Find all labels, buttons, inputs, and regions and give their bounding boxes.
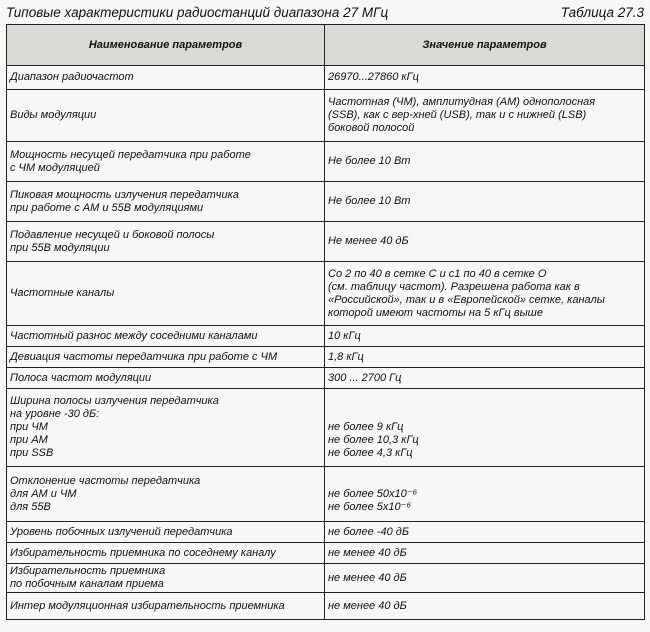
param-value-line: «Российской», так и в «Европейской» сетке, каналы bbox=[328, 293, 605, 306]
param-value-cell bbox=[325, 389, 645, 467]
param-value-cell bbox=[325, 467, 645, 522]
param-value-line: (см. таблицу частот). Разрешена работа как в bbox=[328, 280, 580, 293]
param-name-line: Избирательность приемника bbox=[10, 565, 166, 577]
param-value-line: не более -40 дБ bbox=[328, 525, 409, 538]
param-name-line: при работе с АМ и 55В модуляциями bbox=[10, 201, 204, 214]
param-name-cell bbox=[7, 564, 325, 593]
param-value-cell bbox=[325, 326, 645, 347]
param-name-line: по побочным каналам приема bbox=[10, 578, 164, 590]
table-row bbox=[7, 368, 645, 389]
param-name-line: Уровень побочных излучений передатчика bbox=[10, 525, 233, 538]
param-name-line: при АМ bbox=[10, 434, 48, 446]
param-value-line: 10 кГц bbox=[328, 329, 361, 342]
param-name-cell bbox=[7, 142, 325, 182]
param-name-line: Мощность несущей передатчика при работе bbox=[10, 148, 251, 161]
param-value-line: Не более 10 Вт bbox=[328, 195, 411, 207]
param-value-line: Не более 10 Вт bbox=[328, 155, 411, 167]
param-name-line: при SSB bbox=[10, 447, 54, 459]
param-name-line: для 55В bbox=[10, 500, 51, 513]
param-name-cell bbox=[7, 543, 325, 564]
param-name-cell bbox=[7, 262, 325, 326]
param-value-cell bbox=[325, 347, 645, 368]
param-name-line: Виды модуляции bbox=[10, 109, 97, 121]
param-value-line: которой имеют частоты на 5 кГц выше bbox=[328, 306, 543, 319]
param-name-cell bbox=[7, 90, 325, 142]
param-name-line: Частотный разнос между соседними каналами bbox=[10, 329, 258, 342]
param-value-line bbox=[328, 475, 641, 488]
param-value-cell bbox=[325, 222, 645, 262]
param-name-line: Девиация частоты передатчика при работе с ЧМ bbox=[10, 350, 278, 363]
param-name-line: при 55В модуляции bbox=[10, 241, 110, 254]
table-number: Таблица 27.3 bbox=[560, 5, 644, 20]
param-value-cell bbox=[325, 543, 645, 564]
param-value-line: не более 4,3 кГц bbox=[328, 447, 413, 459]
param-name-line: Отклонение частоты передатчика bbox=[10, 474, 201, 487]
param-value-line: не более 5x10⁻⁶ bbox=[328, 500, 412, 513]
param-value-cell bbox=[325, 368, 645, 389]
param-value-line: не более 50x10⁻⁶ bbox=[328, 487, 418, 500]
param-value-cell bbox=[325, 522, 645, 543]
param-value-line: Не менее 40 дБ bbox=[328, 235, 409, 247]
param-value-cell bbox=[325, 564, 645, 593]
parameters-table bbox=[6, 24, 645, 620]
table-row bbox=[7, 262, 645, 326]
param-value-line: не менее 40 дБ bbox=[328, 571, 407, 584]
table-row bbox=[7, 467, 645, 522]
param-name-cell bbox=[7, 222, 325, 262]
param-name-line: для АМ и ЧМ bbox=[10, 487, 77, 500]
param-value-line: Частотная (ЧМ), амплитудная (AM) однополосная bbox=[328, 96, 596, 108]
param-name-line: Частотные каналы bbox=[10, 287, 115, 299]
param-value-line: Со 2 по 40 в сетке С и с1 по 40 в сетке О bbox=[328, 267, 547, 280]
param-name-cell bbox=[7, 347, 325, 368]
table-row bbox=[7, 347, 645, 368]
param-name-cell bbox=[7, 522, 325, 543]
param-name-line: с ЧМ модуляцией bbox=[10, 161, 100, 174]
param-name-cell bbox=[7, 389, 325, 467]
param-name-cell bbox=[7, 326, 325, 347]
param-value-cell bbox=[325, 142, 645, 182]
param-name-line: Полоса частот модуляции bbox=[10, 371, 152, 384]
param-name-cell bbox=[7, 593, 325, 620]
param-name-line: при ЧМ bbox=[10, 421, 48, 433]
param-name-cell bbox=[7, 467, 325, 522]
param-value-cell bbox=[325, 593, 645, 620]
header-row bbox=[7, 25, 645, 66]
table-row bbox=[7, 593, 645, 620]
param-name-cell bbox=[7, 182, 325, 222]
param-value-line: не менее 40 дБ bbox=[328, 546, 407, 559]
table-row bbox=[7, 326, 645, 347]
param-name-line: Ширина полосы излучения передатчика bbox=[10, 395, 219, 407]
param-value-line: (SSB), как с вер-хней (USB), так и с нижней (LSB) bbox=[328, 109, 587, 121]
param-name-line: Интер модуляционная избирательность приемника bbox=[10, 599, 285, 612]
table-row bbox=[7, 222, 645, 262]
param-value-cell bbox=[325, 90, 645, 142]
param-value-line: 300 ... 2700 Гц bbox=[328, 371, 402, 384]
table-row bbox=[7, 389, 645, 467]
param-name-line: на уровне -30 дБ: bbox=[10, 408, 100, 420]
table-body bbox=[7, 66, 645, 620]
param-value-line: 1,8 кГц bbox=[328, 350, 364, 363]
param-value-cell bbox=[325, 262, 645, 326]
param-name-line: Диапазон радиочастот bbox=[10, 71, 134, 83]
param-name-cell bbox=[7, 368, 325, 389]
param-value-cell bbox=[325, 66, 645, 90]
param-value-line: не менее 40 дБ bbox=[328, 599, 407, 612]
param-value-cell bbox=[325, 182, 645, 222]
table-row bbox=[7, 564, 645, 593]
param-value-line bbox=[328, 408, 641, 421]
param-value-line: 26970...27860 кГц bbox=[328, 71, 419, 83]
table-row bbox=[7, 543, 645, 564]
param-name-line: Пиковая мощность излучения передатчика bbox=[10, 188, 239, 201]
table-row bbox=[7, 142, 645, 182]
table-row bbox=[7, 66, 645, 90]
title-row bbox=[6, 3, 644, 23]
param-name-line: Избирательность приемника по соседнему каналу bbox=[10, 546, 276, 559]
table-row bbox=[7, 522, 645, 543]
param-value-line bbox=[328, 395, 641, 408]
param-name-cell bbox=[7, 66, 325, 90]
table-row bbox=[7, 182, 645, 222]
table-title: Типовые характеристики радиостанций диапазона 27 МГц bbox=[6, 5, 389, 20]
table-row bbox=[7, 90, 645, 142]
header-name: Наименование параметров bbox=[7, 25, 325, 66]
header-value: Значение параметров bbox=[325, 25, 645, 66]
param-name-line: Подавление несущей и боковой полосы bbox=[10, 228, 215, 241]
param-value-line: боковой полосой bbox=[328, 122, 415, 134]
param-value-line: не более 10,3 кГц bbox=[328, 434, 419, 446]
param-value-line: не более 9 кГц bbox=[328, 421, 404, 433]
